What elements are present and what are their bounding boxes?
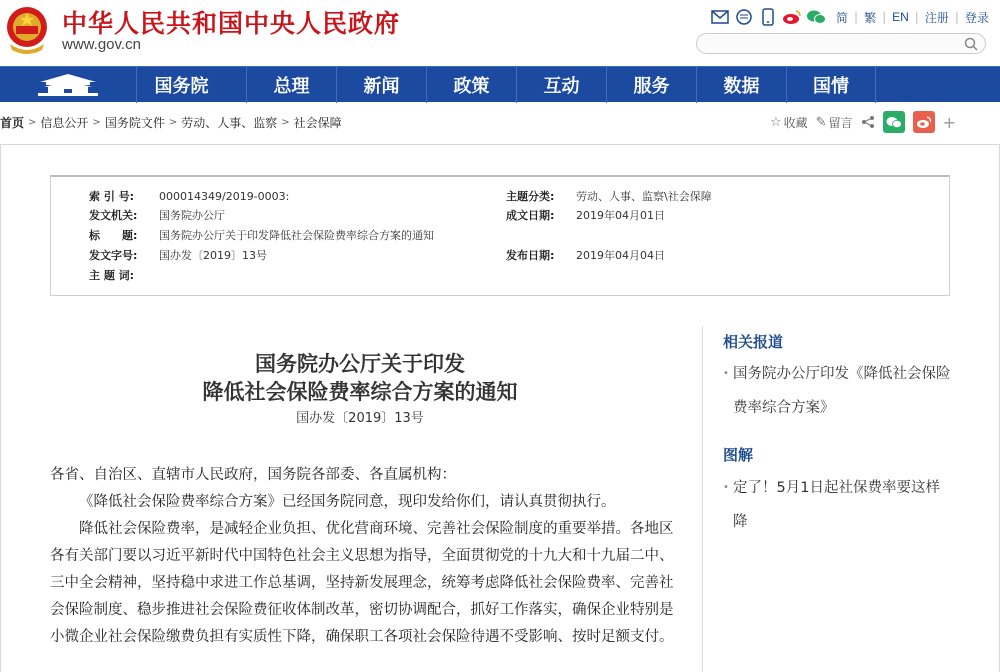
weibo-icon[interactable] [782,8,802,26]
favorite-button[interactable] [770,114,808,131]
separator: | [882,10,887,24]
favorite-label: 收藏 [783,115,808,130]
related-reports-heading: 相关报道 [723,333,784,351]
sidebar-divider [702,326,703,672]
more-share-icon[interactable]: + [942,112,956,132]
article-doc-number: 国办发〔2019〕13号 [296,411,424,426]
breadcrumb-home[interactable]: 首页 [0,115,25,130]
national-emblem-icon[interactable] [4,4,50,54]
meta-issuer [89,207,225,225]
share-wechat-icon[interactable] [883,111,905,133]
nav-item-state-council[interactable]: 国务院 [136,67,226,103]
meta-label: 主题分类: [506,190,555,203]
link-english[interactable]: EN [892,10,909,24]
meta-value: 国务院办公厅关于印发降低社会保险费率综合方案的通知 [159,229,434,242]
meta-value: 劳动、人事、监察\社会保障 [576,190,712,203]
meta-label: 主 题 词: [89,269,135,282]
meta-label: 成文日期: [506,209,555,222]
main-nav [0,66,1000,102]
separator: | [854,10,859,24]
meta-label: 发文字号: [89,249,138,262]
breadcrumb [0,112,342,132]
document-metadata-table [50,175,950,296]
search-icon[interactable] [964,37,978,51]
pencil-icon: ✎ [815,114,827,130]
meta-value: 国务院办公厅 [159,209,225,222]
article-title [120,350,600,406]
separator: | [954,10,959,24]
meta-label: 标 题: [89,229,138,242]
top-toolbar [710,7,989,27]
star-icon: ☆ [770,114,782,130]
article-paragraph: 《降低社会保险费率综合方案》已经国务院同意，现印发给你们，请认真贯彻执行。 [79,494,616,510]
graphics-heading: 图解 [723,446,754,464]
link-simplified[interactable]: 简 [836,10,849,25]
chevron-right-icon: > [92,116,101,128]
link-register[interactable]: 注册 [924,10,949,25]
related-report-link-text[interactable]: 国务院办公厅印发《降低社会保险费率综合方案》 [733,366,951,416]
top-links [836,9,989,26]
breadcrumb-state-council-docs[interactable]: 国务院文件 [104,115,165,130]
article-title-line: 国务院办公厅关于印发 [255,352,465,376]
meta-created-date [506,207,665,225]
breadcrumb-social-security[interactable]: 社会保障 [293,115,342,130]
meta-label: 发布日期: [506,249,555,262]
site-title[interactable]: 中华人民共和国中央人民政府 [62,9,401,38]
meta-label: 发文机关: [89,209,138,222]
meta-published-date [506,247,665,265]
related-report-link[interactable] [723,357,953,425]
graphic-link-text[interactable]: 定了！5月1日起社保费率要这样降 [733,480,940,530]
link-login[interactable]: 登录 [964,10,989,25]
bullet-icon: • [723,482,729,493]
separator: | [914,10,919,24]
article-paragraph: 各省、自治区、直辖市人民政府，国务院各部委、各直属机构： [50,467,456,483]
meta-value: 2019年04月01日 [576,209,665,222]
breadcrumb-labor[interactable]: 劳动、人事、监察 [181,115,278,130]
link-traditional[interactable]: 繁 [864,10,877,25]
nav-item-premier[interactable]: 总理 [246,67,336,103]
chevron-right-icon: > [168,116,178,128]
meta-value: 000014349/2019-0003: [159,190,290,203]
comment-label: 留言 [828,115,853,130]
nav-item-national-conditions[interactable]: 国情 [786,67,876,103]
breadcrumb-info-disclosure[interactable]: 信息公开 [40,115,89,130]
site-url: www.gov.cn [62,36,141,53]
graphic-link[interactable] [723,471,953,539]
article-paragraph: 降低社会保险费率，是减轻企业负担、优化营商环境、完善社会保险制度的重要举措。各地区各有关部门要以习近平新时代中国特色社会主义思想为指导，全面贯彻党的十九大和十九届二中、三中全会精神，坚持稳中求进工作总基调，坚持新发展理念，统筹考虑降低社会保险费率、完善社会保险制度、稳步推进社会保险费征收体制改革，密切协调配合，抓好工作落实，确保企业特别是小微企业社会保险缴费负担有实质性下降，确保职工各项社会保险待遇不受影响、按时足额支付。 [50,521,674,645]
mobile-icon[interactable] [758,8,778,26]
email-icon[interactable] [710,8,730,26]
meta-label: 索 引 号: [89,190,135,203]
article-tools [770,110,956,134]
nav-item-news[interactable]: 新闻 [336,67,426,103]
search-input[interactable] [707,36,957,55]
search-box [696,33,986,54]
meta-index [89,188,289,206]
meta-category [506,188,712,206]
nav-item-policy[interactable]: 政策 [426,67,516,103]
nav-home[interactable] [0,67,136,103]
share-weibo-icon[interactable] [913,111,935,133]
bullet-icon: • [723,368,729,379]
site-header [0,0,1000,66]
share-icon[interactable] [861,115,875,129]
chevron-right-icon: > [281,116,290,128]
tiananmen-icon [36,72,100,98]
comment-button[interactable] [816,114,853,131]
article-body [50,462,685,651]
message-icon[interactable] [734,8,754,26]
meta-doc-number [89,247,267,265]
meta-keywords [89,267,159,285]
nav-item-data[interactable]: 数据 [696,67,786,103]
chevron-right-icon: > [28,116,37,128]
nav-item-services[interactable]: 服务 [606,67,696,103]
wechat-icon[interactable] [806,8,826,26]
meta-title [89,227,434,245]
meta-value: 国办发〔2019〕13号 [159,249,267,262]
nav-item-interaction[interactable]: 互动 [516,67,606,103]
article-title-line: 降低社会保险费率综合方案的通知 [202,380,518,404]
meta-value: 2019年04月04日 [576,249,665,262]
